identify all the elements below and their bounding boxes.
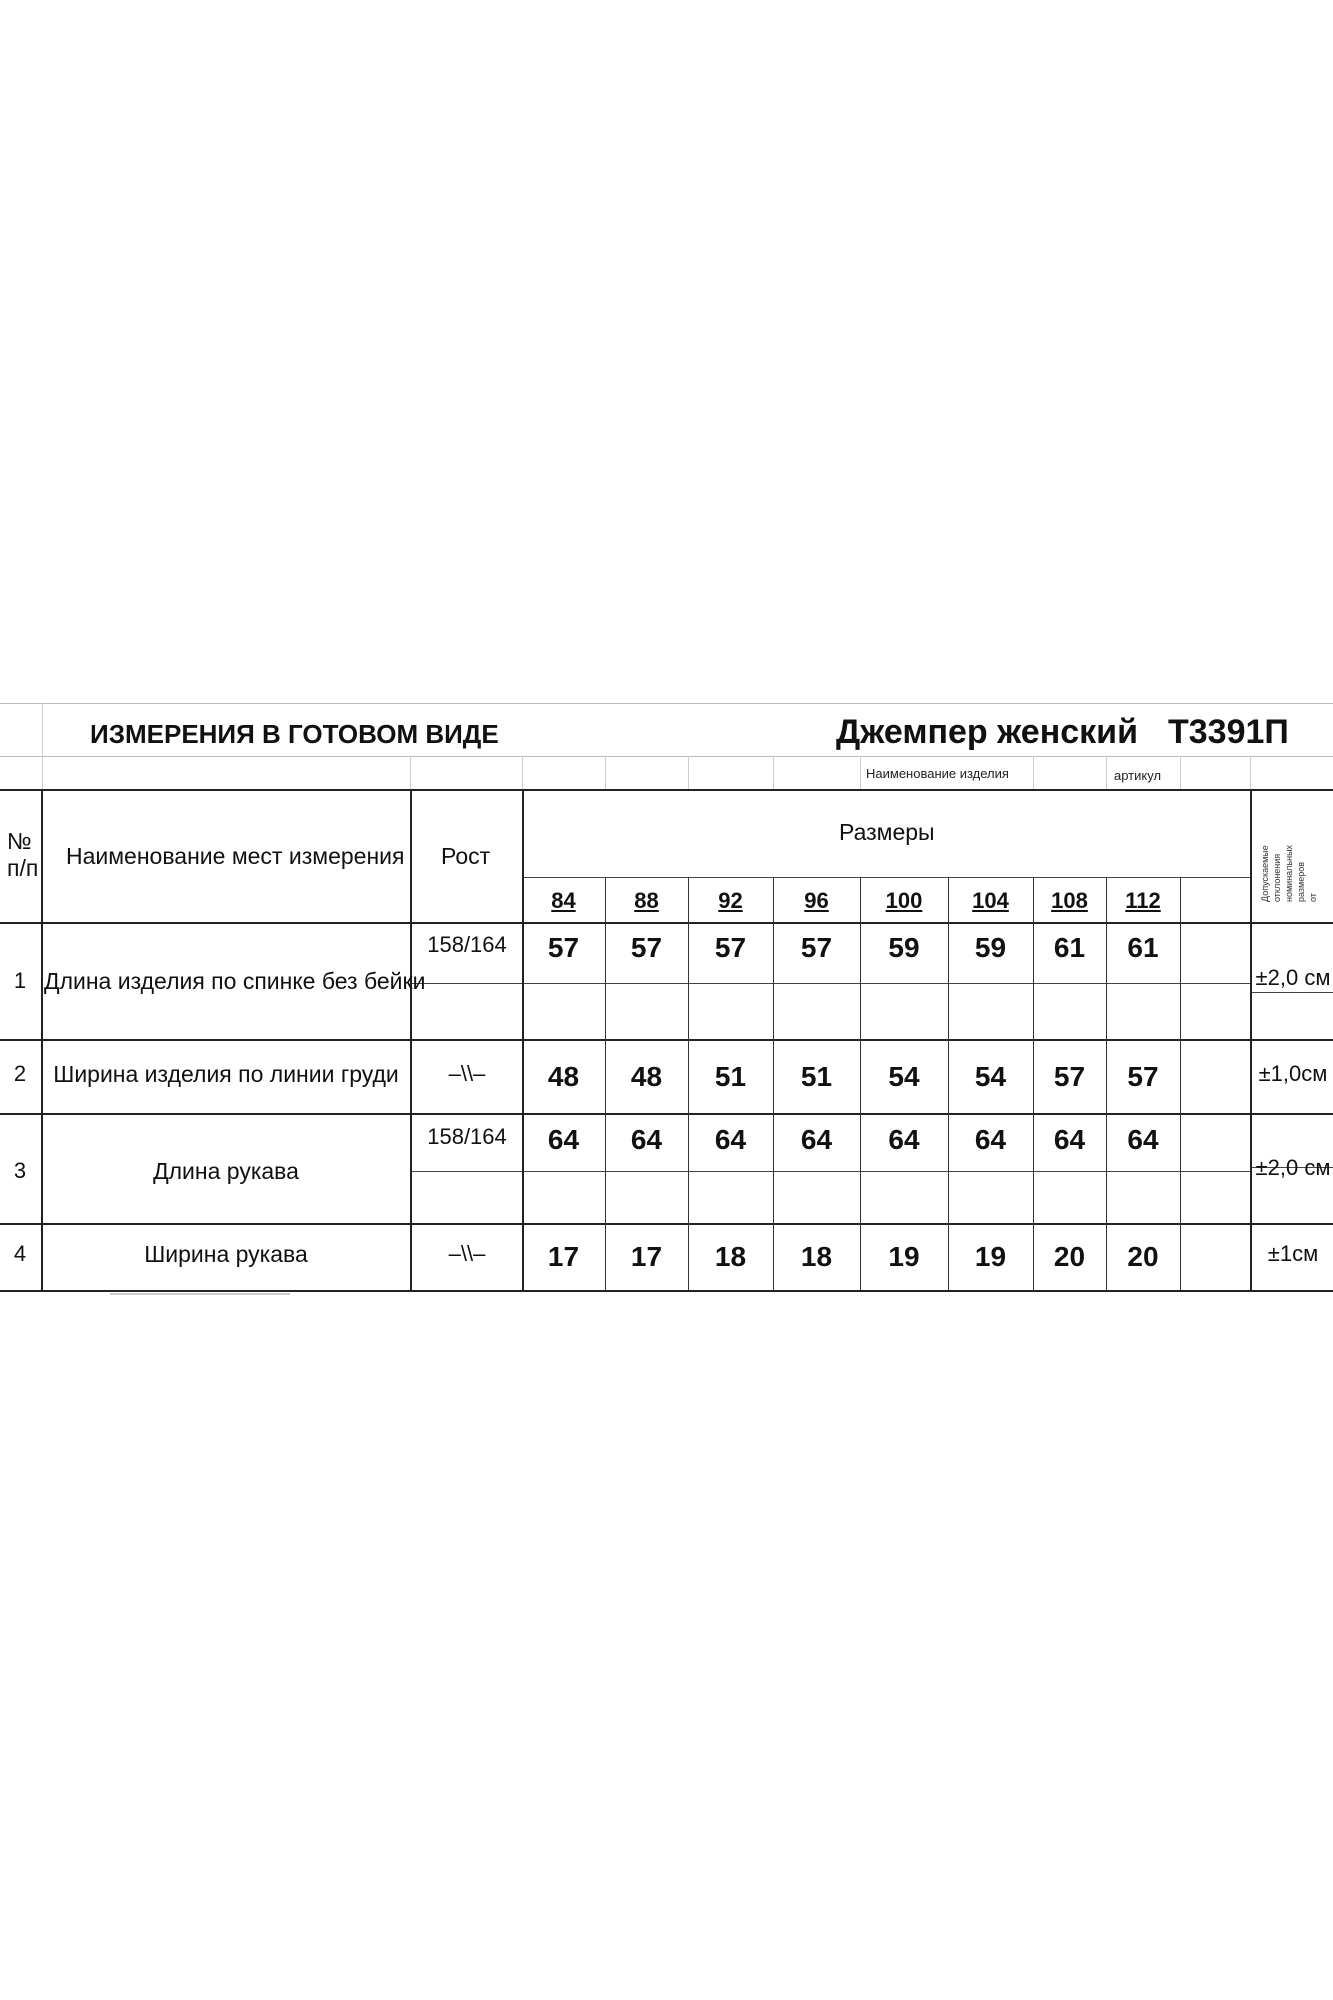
product-name-caption: Наименование изделия: [866, 766, 1009, 781]
row-value-size-92: 57: [714, 932, 747, 963]
row-value-size-88: 17: [630, 1241, 663, 1272]
row-value-size-104: 54: [974, 1061, 1007, 1092]
row-tolerance: ±2,0 см: [1255, 1155, 1331, 1180]
size-header-88: 88: [634, 888, 659, 913]
size-header-104: 104: [972, 888, 1009, 913]
size-header-108: 108: [1051, 888, 1088, 913]
size-header-96: 96: [804, 888, 829, 913]
grid-line: [522, 756, 523, 789]
row-number: 4: [13, 1241, 27, 1266]
row-value-size-96: 64: [800, 1124, 833, 1155]
grid-line: [860, 756, 861, 789]
row-height: 158/164: [427, 932, 507, 957]
grid-line: [410, 1171, 1250, 1172]
grid-line: [0, 703, 1333, 704]
tolerance-header-line: Допускаемые: [1260, 845, 1270, 902]
col-header-sizes: Размеры: [839, 819, 935, 845]
row-value-size-92: 18: [714, 1241, 747, 1272]
grid-line: [1033, 756, 1034, 789]
size-header-112: 112: [1125, 888, 1161, 913]
col-header-name: Наименование мест измерения: [66, 843, 405, 869]
grid-line: [410, 756, 411, 789]
grid-line: [0, 922, 1333, 924]
row-number: 3: [13, 1158, 27, 1183]
tolerance-header-line: отклонения: [1272, 853, 1282, 902]
tolerance-header-line: от: [1308, 893, 1318, 902]
col-header-tolerance: [1252, 792, 1332, 920]
row-value-size-92: 64: [714, 1124, 747, 1155]
row-measurement-name: Длина изделия по спинке без бейки: [44, 968, 426, 994]
row-value-size-96: 51: [800, 1061, 833, 1092]
size-header-84: 84: [551, 888, 576, 913]
row-value-size-100: 54: [888, 1061, 920, 1092]
row-value-size-100: 64: [888, 1124, 920, 1155]
grid-line: [522, 877, 1250, 878]
row-value-size-104: 64: [974, 1124, 1007, 1155]
grid-line: [0, 789, 1333, 791]
row-value-size-100: 19: [888, 1241, 920, 1272]
grid-line: [0, 1039, 1333, 1041]
grid-line: [0, 756, 1333, 757]
row-value-size-108: 64: [1053, 1124, 1086, 1155]
grid-line: [410, 789, 412, 1290]
row-value-size-96: 57: [800, 932, 833, 963]
document-title: ИЗМЕРЕНИЯ В ГОТОВОМ ВИДЕ: [90, 719, 499, 749]
size-header-100: 100: [885, 888, 923, 913]
row-value-size-84: 48: [547, 1061, 580, 1092]
product-article: Т3391П: [1168, 713, 1289, 751]
row-value-size-84: 57: [547, 932, 580, 963]
measurement-sheet: [0, 700, 1333, 1300]
row-height: –\\–: [448, 1061, 486, 1086]
grid-line: [522, 789, 524, 1290]
col-header-num: [7, 828, 38, 882]
tolerance-header-line: номинальных: [1284, 844, 1294, 902]
row-height: –\\–: [448, 1241, 486, 1266]
article-caption: артикул: [1114, 768, 1162, 783]
grid-line: [773, 756, 774, 789]
grid-line: [1250, 756, 1251, 789]
row-value-size-88: 57: [630, 932, 663, 963]
artifact-line: [110, 1293, 290, 1295]
grid-line: [1180, 877, 1181, 1290]
row-value-size-108: 57: [1053, 1061, 1086, 1092]
grid-line: [1250, 992, 1333, 993]
row-tolerance: ±1см: [1267, 1241, 1319, 1266]
col-header-height: Рост: [441, 843, 491, 869]
row-value-size-108: 20: [1053, 1241, 1086, 1272]
row-value-size-112: 20: [1127, 1241, 1159, 1272]
row-value-size-88: 48: [630, 1061, 663, 1092]
product-name: Джемпер женский: [836, 713, 1138, 751]
grid-line: [41, 789, 43, 1290]
grid-line: [0, 1113, 1333, 1115]
grid-line: [1106, 756, 1107, 789]
row-value-size-112: 64: [1127, 1124, 1159, 1155]
row-value-size-108: 61: [1053, 932, 1086, 963]
row-tolerance: ±2,0 см: [1255, 965, 1331, 990]
row-number: 1: [13, 968, 27, 993]
grid-line: [1180, 756, 1181, 789]
row-value-size-104: 59: [974, 932, 1007, 963]
row-measurement-name: Ширина рукава: [144, 1241, 308, 1267]
size-header-92: 92: [718, 888, 743, 913]
row-value-size-96: 18: [800, 1241, 833, 1272]
grid-line: [410, 983, 1250, 984]
row-value-size-104: 19: [974, 1241, 1007, 1272]
tolerance-header-line: размеров: [1296, 861, 1306, 902]
row-measurement-name: Длина рукава: [153, 1158, 299, 1184]
grid-line: [0, 1223, 1333, 1225]
row-value-size-112: 57: [1127, 1061, 1159, 1092]
row-value-size-84: 64: [547, 1124, 580, 1155]
grid-line: [688, 756, 689, 789]
row-number: 2: [13, 1061, 27, 1086]
col-header-num-line2: п/п: [7, 855, 39, 881]
grid-line: [0, 1290, 1333, 1292]
row-value-size-112: 61: [1127, 932, 1159, 963]
row-value-size-100: 59: [888, 932, 920, 963]
grid-line: [42, 703, 43, 789]
row-value-size-88: 64: [630, 1124, 663, 1155]
row-value-size-84: 17: [547, 1241, 580, 1272]
row-measurement-name: Ширина изделия по линии груди: [53, 1061, 399, 1087]
col-header-num-line1: №: [7, 828, 32, 854]
row-height: 158/164: [427, 1124, 507, 1149]
row-tolerance: ±1,0см: [1258, 1061, 1328, 1086]
grid-line: [605, 756, 606, 789]
row-value-size-92: 51: [714, 1061, 747, 1092]
